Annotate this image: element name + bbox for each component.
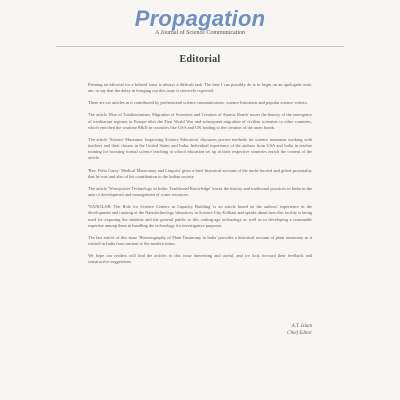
paragraph: The article 'Waterpower Technology in India: Traditional Knowledge' traces the history and traditional practices in India in the area of development and management of water resources. xyxy=(88,185,312,198)
journal-logo-text: Propagation xyxy=(134,6,266,31)
paragraph: Penning an editorial for a belated issue is always a difficult task. The best I can possibly do is to begin on an apologetic note, are, to say that the delay in bringing out this issue is sincerely regretted. xyxy=(88,82,312,94)
paragraph: There are six articles in it contributed by professional science communicators, science historians and popular science writers. xyxy=(88,100,308,106)
paragraph: The article 'Rise of Totalitarianism, Migration of Scientists and Creation of Atomic Bomb' traces the history of the emergence of totalitarian regimes in Europe after the First World War and subsequent migration of civilian scientists to other countries, which enriched the wartime R&D in countries like USA and UK leading to the creation of the atom bomb. xyxy=(88,112,312,130)
paragraph: The last article of this issue 'Historiography of Plant Taxonomy in India' provides a historical account of plant taxonomy as it existed in India from ancient to the modern times. xyxy=(88,234,312,246)
signature-block xyxy=(232,324,312,337)
paragraph: 'Rev. Felix Carey: Medical Missionary and Linguist' gives a brief historical account of the multi-faceted and gifted personality that he was and also of his contribution to the Indian society. xyxy=(88,167,312,179)
header-divider xyxy=(56,46,344,47)
paragraph: We hope our readers will find the articles in this issue interesting and useful, and we look forward their feedback and constructive suggestions. xyxy=(88,253,312,265)
signature-name: A.T. Islam xyxy=(291,324,312,329)
journal-subtitle: A Journal of Science Communication xyxy=(155,30,245,36)
paragraph: 'NANOLAB: The Role for Science Centers in Capacity Building' is an article based on the authors' experience in the development and running of the Nanotechnology laboratory in Science City Kolkata and speaks about how this facility is being used for exposing the students and the general public to this cutting-age technology as well as in developing a reasonable expertise among them in handling the technology for investigative purposes. xyxy=(88,204,312,228)
journal-masthead xyxy=(0,6,400,37)
signature-role: Chief Editor xyxy=(287,330,312,336)
page-title: Editorial xyxy=(179,54,221,65)
paragraph: The article 'Science Museums: Improving Science Education' discusses proven methods for science museums working with teachers and their classes in the United States and India. Individual experience of the authors from USA and India in teacher training for boosting formal science teaching in school education set up in their respective countries enrich the content of the article. xyxy=(88,136,312,161)
editorial-body xyxy=(88,82,312,271)
